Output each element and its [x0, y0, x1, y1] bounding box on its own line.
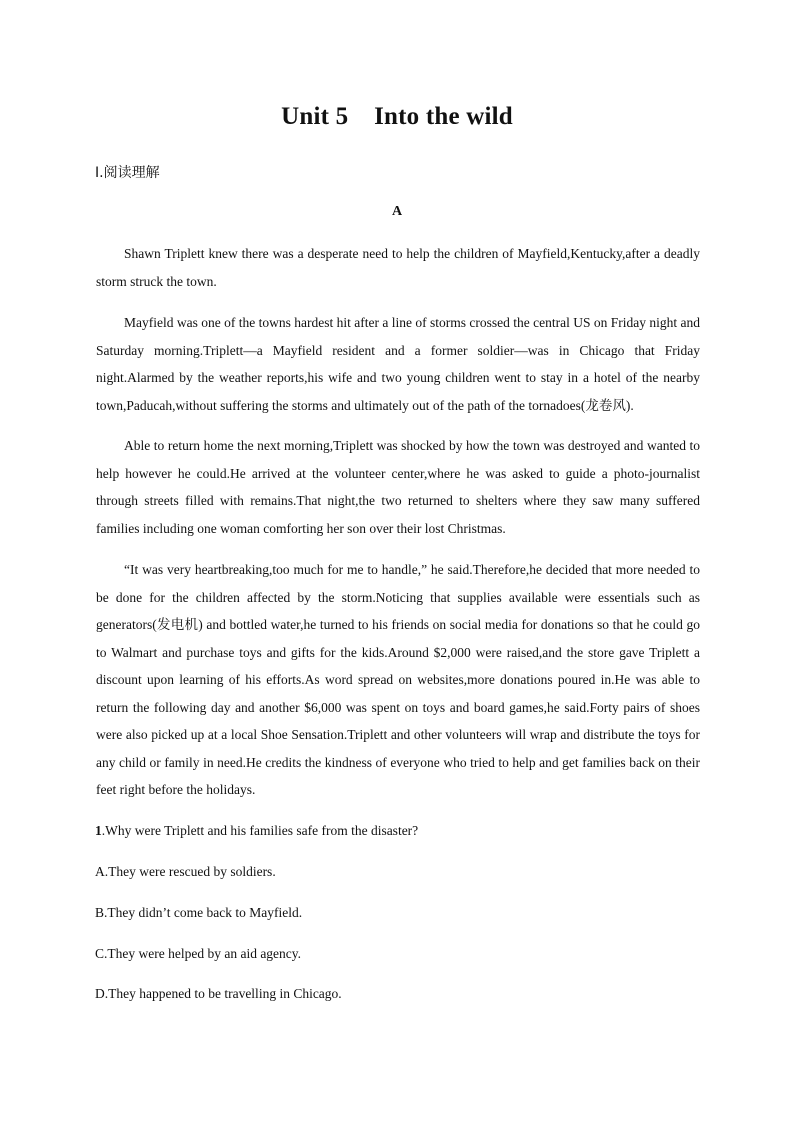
- unit-title: Unit 5 Into the wild: [281, 103, 513, 130]
- passage-paragraph: “It was very heartbreaking,too much for me to handle,” he said.Therefore,he decided that more needed to be done for the children affected by the storm.Noticing that supplies available were essentials such as generators(发电机) and bottled water,he turned to his friends on social media for donations so that he could go to Walmart and purchase toys and gifts for the kids.Around $2,000 were raised,and the store gave Triplett a discount upon learning of his efforts.As word spread on websites,more donations poured in.He was able to return the following day and another $6,000 was spent on toys and board games,he said.Forty pairs of shoes were also picked up at a local Shoe Sensation.Triplett and other volunteers will wrap and distribute the toys for any child or family in need.He credits the kindness of everyone who tried to help and get families back on their feet right before the holidays.: [96, 562, 700, 797]
- answer-option-c: C.They were helped by an aid agency.: [95, 946, 302, 961]
- answer-option-b: B.They didn’t come back to Mayfield.: [95, 905, 303, 920]
- question-stem: [95, 821, 418, 841]
- passage-paragraph: Shawn Triplett knew there was a desperate need to help the children of Mayfield,Kentucky,after a deadly storm struck the town.: [96, 246, 700, 289]
- question-text: .Why were Triplett and his families safe from the disaster?: [101, 823, 419, 838]
- answer-option-a: A.They were rescued by soldiers.: [95, 864, 276, 879]
- question-number: 1: [95, 823, 102, 838]
- passage-label: A: [391, 204, 403, 219]
- answer-option-d: D.They happened to be travelling in Chicago.: [95, 986, 342, 1001]
- passage-paragraph: Mayfield was one of the towns hardest hit after a line of storms crossed the central US on Friday night and Saturday morning.Triplett—a Mayfield resident and a former soldier—was in Chicago that Friday night.Alarmed by the weather reports,his wife and two young children went to stay in a hotel of the nearby town,Paducah,without suffering the storms and ultimately out of the path of the tornadoes(龙卷风).: [96, 315, 700, 413]
- passage-paragraph: Able to return home the next morning,Triplett was shocked by how the town was destroyed and wanted to help however he could.He arrived at the volunteer center,where he was asked to guide a photo-journalist through streets filled with remains.That night,the two returned to shelters where they saw many suffered families including one woman comforting her son over their lost Christmas.: [96, 438, 700, 536]
- section-heading: Ⅰ.阅读理解: [95, 165, 160, 181]
